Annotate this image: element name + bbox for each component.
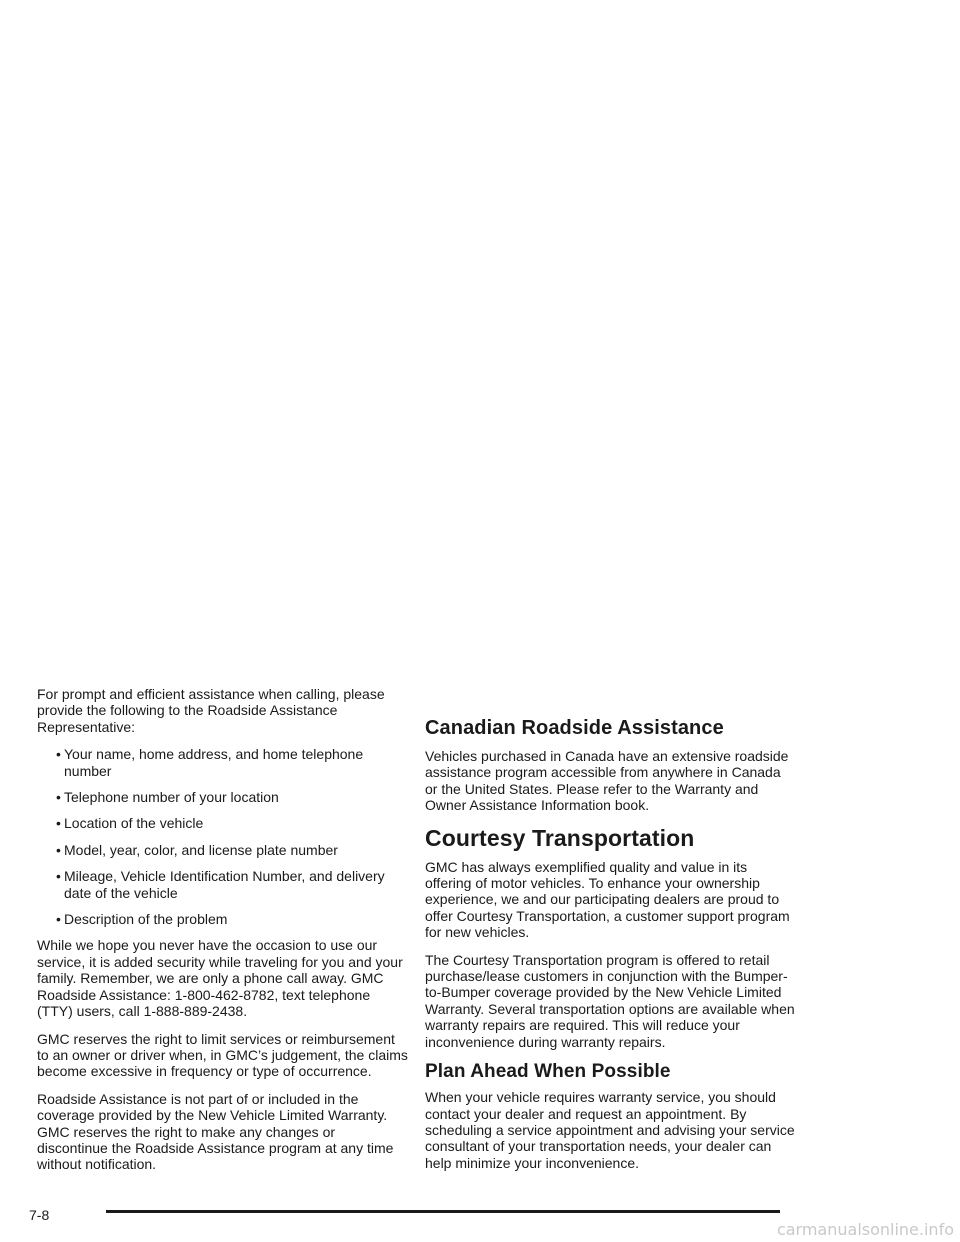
list-item: • Location of the vehicle	[56, 815, 204, 832]
watermark: carmanualsonline.info	[776, 1220, 954, 1239]
bullet-icon: •	[56, 911, 61, 928]
security-paragraph: While we hope you never have the occasion to use our service, it is added security while traveling for you and your family. Remember, we are only a phone call away. GMC Roadside Assistance: 1-800-462-8782, text telephone (TTY) users, call 1-888-889-2438.	[37, 937, 403, 1020]
footer-rule	[106, 1210, 780, 1213]
courtesy-paragraph-2: The Courtesy Transportation program is offered to retail purchase/lease customers in conjunction with the Bumper-to-Bumper coverage provided by the New Vehicle Limited Warranty. Several transportation options are available when warranty repairs are required. This will reduce your inconvenience during warranty repairs.	[425, 951, 795, 1050]
left-column	[37, 686, 409, 1184]
info-bullet-list	[37, 746, 409, 927]
canadian-roadside-heading: Canadian Roadside Assistance	[425, 717, 724, 739]
right-column	[425, 748, 795, 1182]
canadian-roadside-paragraph: Vehicles purchased in Canada have an extensive roadside assistance program accessible from anywhere in Canada or the United States. Please refer to the Warranty and Owner Assistance Information book.	[425, 748, 789, 814]
list-item: • Your name, home address, and home telephone number	[56, 746, 364, 779]
courtesy-paragraph-1: GMC has always exemplified quality and value in its offering of motor vehicles. To enhance your ownership experience, we and our participating dealers are proud to offer Courtesy Transportation, a customer support program for new vehicles.	[425, 858, 790, 941]
intro-paragraph: For prompt and efficient assistance when calling, please provide the following to the Roadside Assistance Representative:	[37, 686, 385, 735]
bullet-icon: •	[56, 746, 61, 763]
list-item: • Telephone number of your location	[56, 789, 279, 806]
list-item: • Model, year, color, and license plate number	[56, 841, 338, 858]
bullet-icon: •	[56, 789, 61, 806]
bullet-icon: •	[56, 868, 61, 885]
warranty-disclaimer-paragraph: Roadside Assistance is not part of or included in the coverage provided by the New Vehicle Limited Warranty. GMC reserves the right to make any changes or discontinue the Roadside Assistance program at any time without notification.	[37, 1090, 394, 1173]
plan-ahead-paragraph: When your vehicle requires warranty service, you should contact your dealer and request an appointment. By scheduling a service appointment and advising your service consultant of your transportation needs, your dealer can help minimize your inconvenience.	[425, 1089, 795, 1171]
list-item: • Description of the problem	[56, 911, 228, 928]
bullet-icon: •	[56, 841, 61, 858]
limit-services-paragraph: GMC reserves the right to limit services or reimbursement to an owner or driver when, in GMC’s judgement, the claims become excessive in frequency or type of occurrence.	[37, 1030, 408, 1080]
page-number: 7-8	[29, 1207, 50, 1223]
courtesy-transportation-heading: Courtesy Transportation	[425, 824, 695, 851]
bullet-icon: •	[56, 815, 61, 832]
list-item: • Mileage, Vehicle Identification Number, and delivery date of the vehicle	[56, 868, 385, 901]
plan-ahead-heading: Plan Ahead When Possible	[425, 1061, 671, 1083]
